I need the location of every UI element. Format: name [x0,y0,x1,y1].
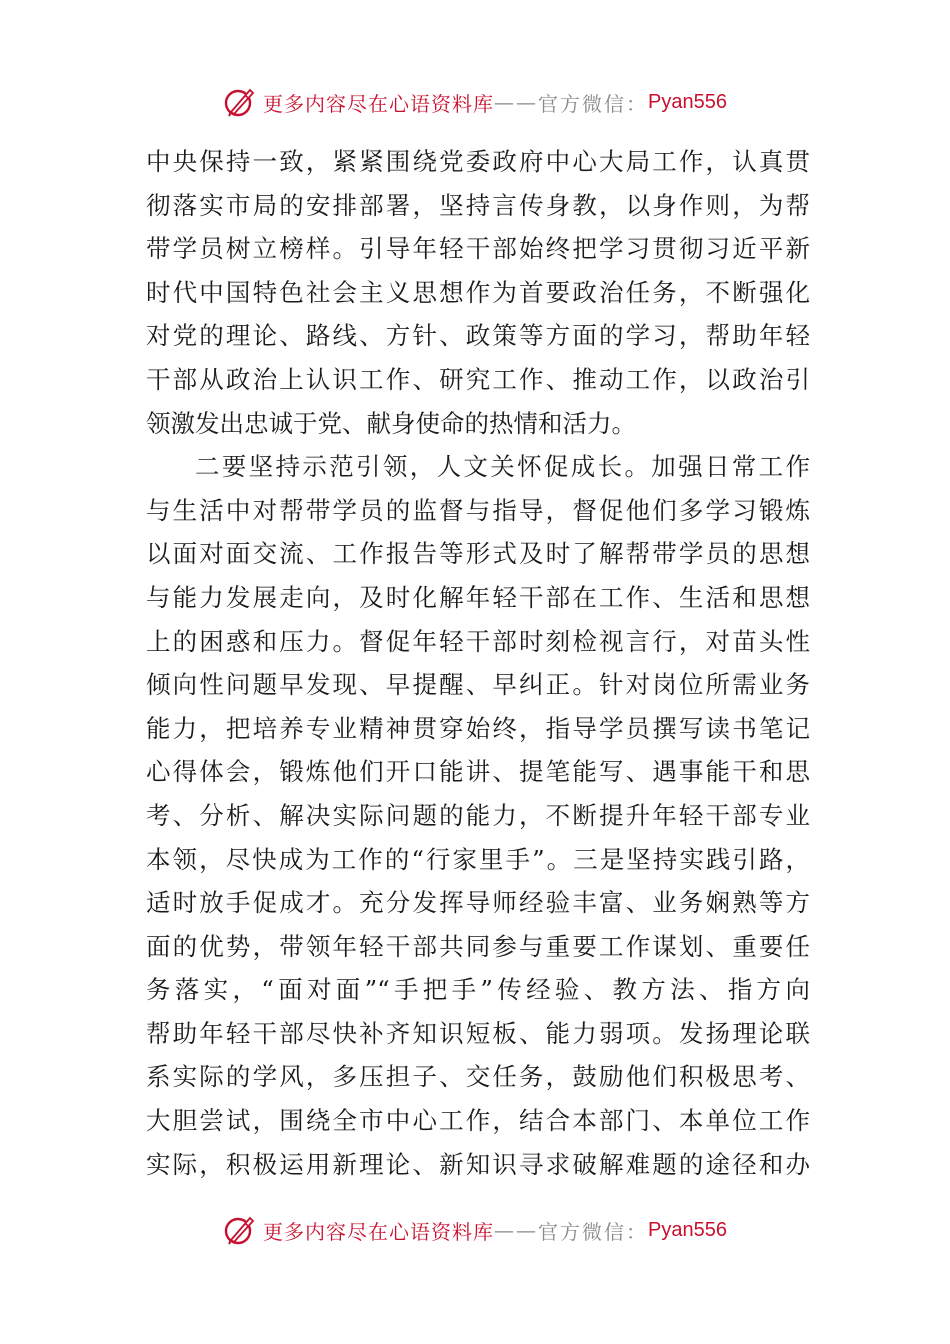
footer-banner [0,1210,950,1250]
text-line: 中央保持一致，紧紧围绕党委政府中心大局工作，认真贯 [146,147,810,176]
text-line: 务落实，“面对面”“手把手”传经验、教方法、指方向 [146,975,810,1005]
text-line: 本领，尽快成为工作的“行家里手”。三是坚持实践引路， [146,844,810,874]
text-line: 二要坚持示范引领，人文关怀促成长。加强日常工作 [195,452,810,482]
text-line: 时代中国特色社会主义思想作为首要政治任务，不断强化 [146,277,810,307]
quill-pen-logo-icon [223,1213,257,1247]
banner-account-id: Pyan556 [648,90,727,113]
text-line: 心得体会，锻炼他们开口能讲、提笔能写、遇事能干和思 [146,757,810,787]
text-line: 能力，把培养专业精神贯穿始终，指导学员撰写读书笔记 [146,713,810,743]
banner-separator: —— [494,90,539,114]
quill-pen-logo-icon [223,85,257,119]
text-line: 干部从政治上认识工作、研究工作、推动工作，以政治引 [146,364,810,394]
text-line: 面的优势，带领年轻干部共同参与重要工作谋划、重要任 [146,931,810,961]
text-line: 实际，积极运用新理论、新知识寻求破解难题的途径和办 [146,1149,810,1179]
text-line: 对党的理论、路线、方针、政策等方面的学习，帮助年轻 [146,321,810,351]
banner-separator: —— [494,1218,539,1242]
text-line: 考、分析、解决实际问题的能力，不断提升年轻干部专业 [146,800,810,830]
text-line: 帮助年轻干部尽快补齐知识短板、能力弱项。发扬理论联 [146,1018,810,1048]
text-line: 与能力发展走向，及时化解年轻干部在工作、生活和思想 [146,582,810,612]
text-line: 彻落实市局的安排部署，坚持言传身教，以身作则，为帮 [146,190,810,220]
text-line: 与生活中对帮带学员的监督与指导，督促他们多学习锻炼 [146,495,810,525]
text-line: 适时放手促成才。充分发挥导师经验丰富、业务娴熟等方 [146,888,810,918]
text-line: 带学员树立榜样。引导年轻干部始终把学习贯彻习近平新 [146,234,810,264]
paragraph-2 [146,445,810,1186]
banner-site-text: 更多内容尽在心语资料库 [263,91,495,116]
text-line: 倾向性问题早发现、早提醒、早纠正。针对岗位所需业务 [146,670,810,700]
banner-official-label: 官方微信： [538,91,649,116]
document-body [146,140,810,1186]
text-line: 领激发出忠诚于党、献身使命的热情和活力。 [146,408,636,438]
header-banner [0,82,950,122]
banner-account-id: Pyan556 [648,1218,727,1241]
banner-site-text: 更多内容尽在心语资料库 [263,1219,495,1244]
paragraph-1 [146,140,810,445]
text-line: 以面对面交流、工作报告等形式及时了解帮带学员的思想 [146,539,810,569]
text-line: 大胆尝试，围绕全市中心工作，结合本部门、本单位工作 [146,1106,810,1136]
text-line: 系实际的学风，多压担子、交任务，鼓励他们积极思考、 [146,1062,810,1092]
banner-official-label: 官方微信： [538,1219,649,1244]
text-line: 上的困惑和压力。督促年轻干部时刻检视言行，对苗头性 [146,626,810,656]
